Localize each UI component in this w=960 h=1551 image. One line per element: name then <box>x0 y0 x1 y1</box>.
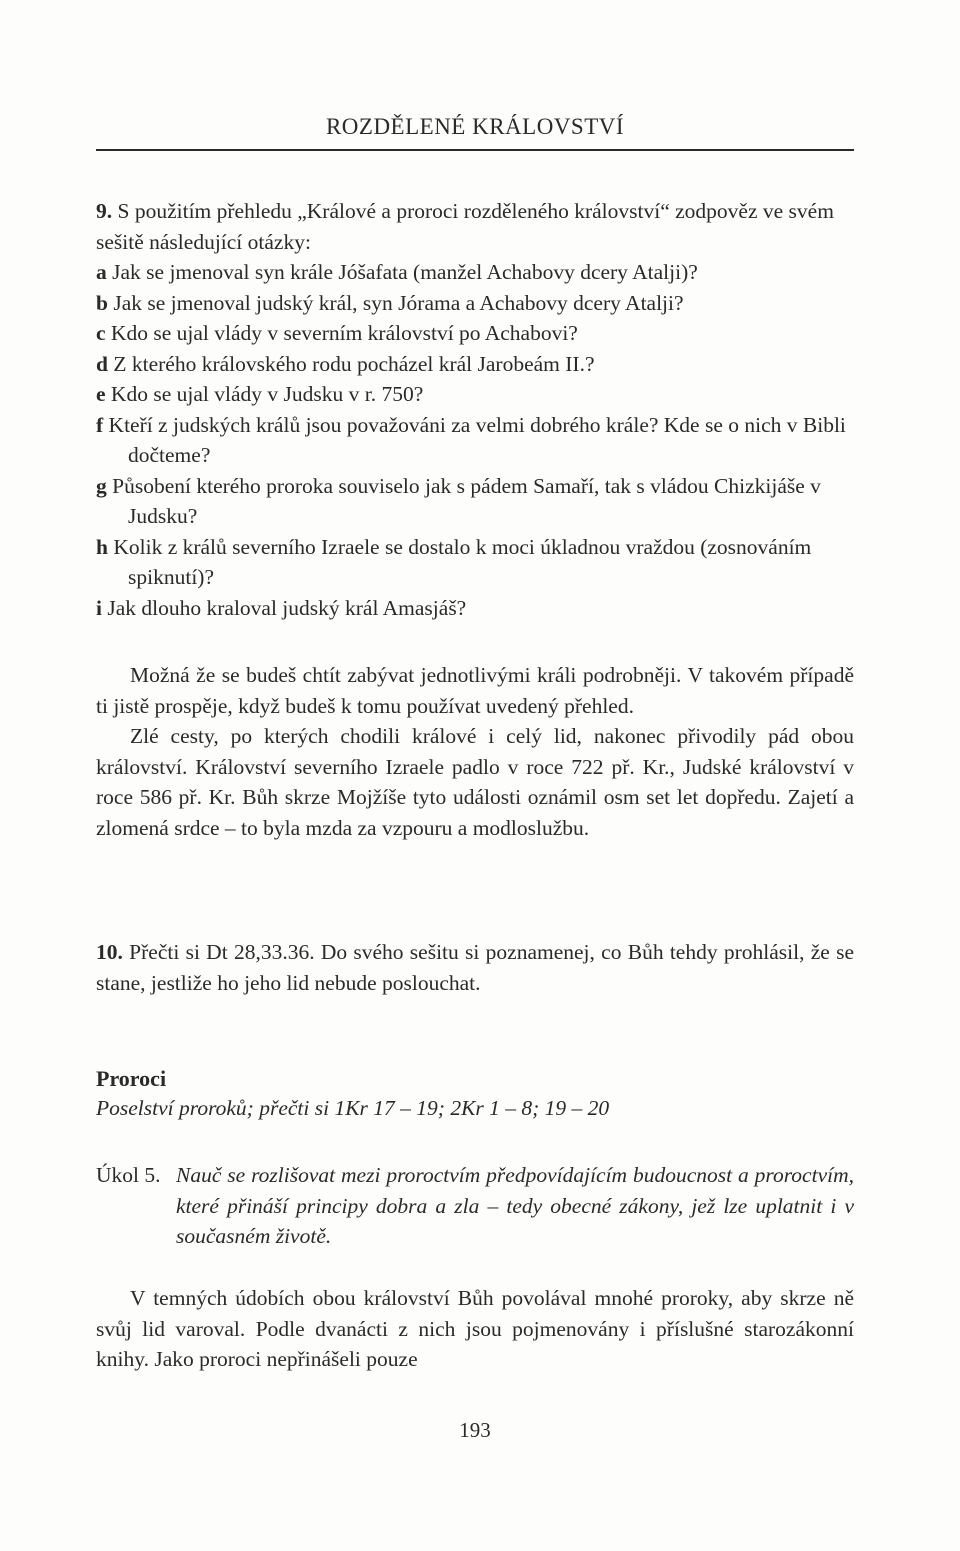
question-9 <box>96 196 854 623</box>
section-title: Proroci <box>96 1066 167 1091</box>
item-letter: c <box>96 321 106 345</box>
task-text: Nauč se rozlišovat mezi proroctvím předpovídajícím budoucnost a proroctvím, které přináší principy dobra a zla – tedy obecné zákony, jež lze uplatnit i v současném životě. <box>176 1163 854 1248</box>
item-text: Kteří z judských králů jsou považováni za velmi dobrého krále? Kde se o nich v Bibli dočteme? <box>108 412 846 467</box>
task-label: Úkol 5. <box>96 1163 161 1187</box>
item-letter: a <box>96 260 107 284</box>
page-number: 193 <box>459 1418 491 1442</box>
item-text: Působení kterého proroka souviselo jak s pádem Samaří, tak s vládou Chizkijáše v Judsku? <box>112 473 821 528</box>
item-letter: f <box>96 412 104 437</box>
item-text: Z kterého královského rodu pocházel král Jarobeám II.? <box>113 351 595 376</box>
list-item <box>96 288 854 319</box>
list-item <box>96 593 854 624</box>
item-text: Kdo se ujal vlády v Judsku v r. 750? <box>110 382 424 406</box>
question-10-paragraph <box>96 937 854 998</box>
header-rule <box>96 149 854 151</box>
list-item <box>96 257 854 288</box>
item-letter: h <box>96 534 108 559</box>
list-item <box>96 349 854 380</box>
body-paragraphs <box>96 660 854 843</box>
item-text: Jak se jmenoval syn krále Jóšafata (manžel Achabovy dcery Atalji)? <box>112 260 698 284</box>
question-9-list <box>96 257 854 623</box>
question-number: 9. <box>96 199 113 223</box>
task-5 <box>96 1160 854 1252</box>
paragraph: Možná že se budeš chtít zabývat jednotlivými králi podrobněji. V takovém případě ti jistě prospěje, když budeš k tomu používat uvedený přehled. <box>96 663 854 718</box>
list-item <box>96 379 854 410</box>
paragraph: V temných údobích obou království Bůh povolával mnohé proroky, aby skrze ně svůj lid varoval. Podle dvanácti z nich jsou pojmenovány i příslušné starozákonní knihy. Jako proroci nepřinášeli pouze <box>96 1286 854 1371</box>
list-item <box>96 318 854 349</box>
item-text: Kdo se ujal vlády v severním království po Achabovi? <box>110 321 578 345</box>
question-10-text: Přečti si Dt 28,33.36. Do svého sešitu si poznamenej, co Bůh tehdy prohlásil, že se stane, jestliže ho jeho lid nebude poslouchat. <box>96 940 855 995</box>
list-item <box>96 471 854 532</box>
item-letter: e <box>96 382 106 406</box>
question-number: 10. <box>96 940 123 964</box>
item-text: Jak se jmenoval judský král, syn Jórama a Achabovy dcery Atalji? <box>113 290 684 315</box>
question-9-intro <box>96 196 854 257</box>
question-10 <box>96 937 854 998</box>
list-item <box>96 532 854 593</box>
item-letter: b <box>96 290 108 315</box>
running-head: ROZDĚLENÉ KRÁLOVSTVÍ <box>325 114 625 139</box>
item-text: Jak dlouho kraloval judský král Amasjáš? <box>107 595 467 620</box>
item-text: Kolik z králů severního Izraele se dostalo k moci úkladnou vraždou (zosnováním spiknutí)? <box>113 534 812 589</box>
item-letter: g <box>96 473 107 498</box>
paragraph: Zlé cesty, po kterých chodili králové i celý lid, nakonec přivodily pád obou království. Království severního Izraele padlo v roce 722 př. Kr., Judské království v roce 586 př. Kr. Bůh skrze Mojžíše tyto události oznámil osm set let dopředu. Zajetí a zlomená srdce – to byla mzda za vzpouru a modloslužbu. <box>96 724 854 840</box>
question-9-text: S použitím přehledu „Králové a proroci rozděleného království“ zodpověz ve svém sešitě následující otázky: <box>96 199 834 254</box>
section-subtitle: Poselství proroků; přečti si 1Kr 17 – 19; 2Kr 1 – 8; 19 – 20 <box>96 1096 610 1120</box>
list-item <box>96 410 854 471</box>
final-paragraph-block <box>96 1283 854 1375</box>
item-letter: i <box>96 595 102 620</box>
item-letter: d <box>96 351 108 376</box>
